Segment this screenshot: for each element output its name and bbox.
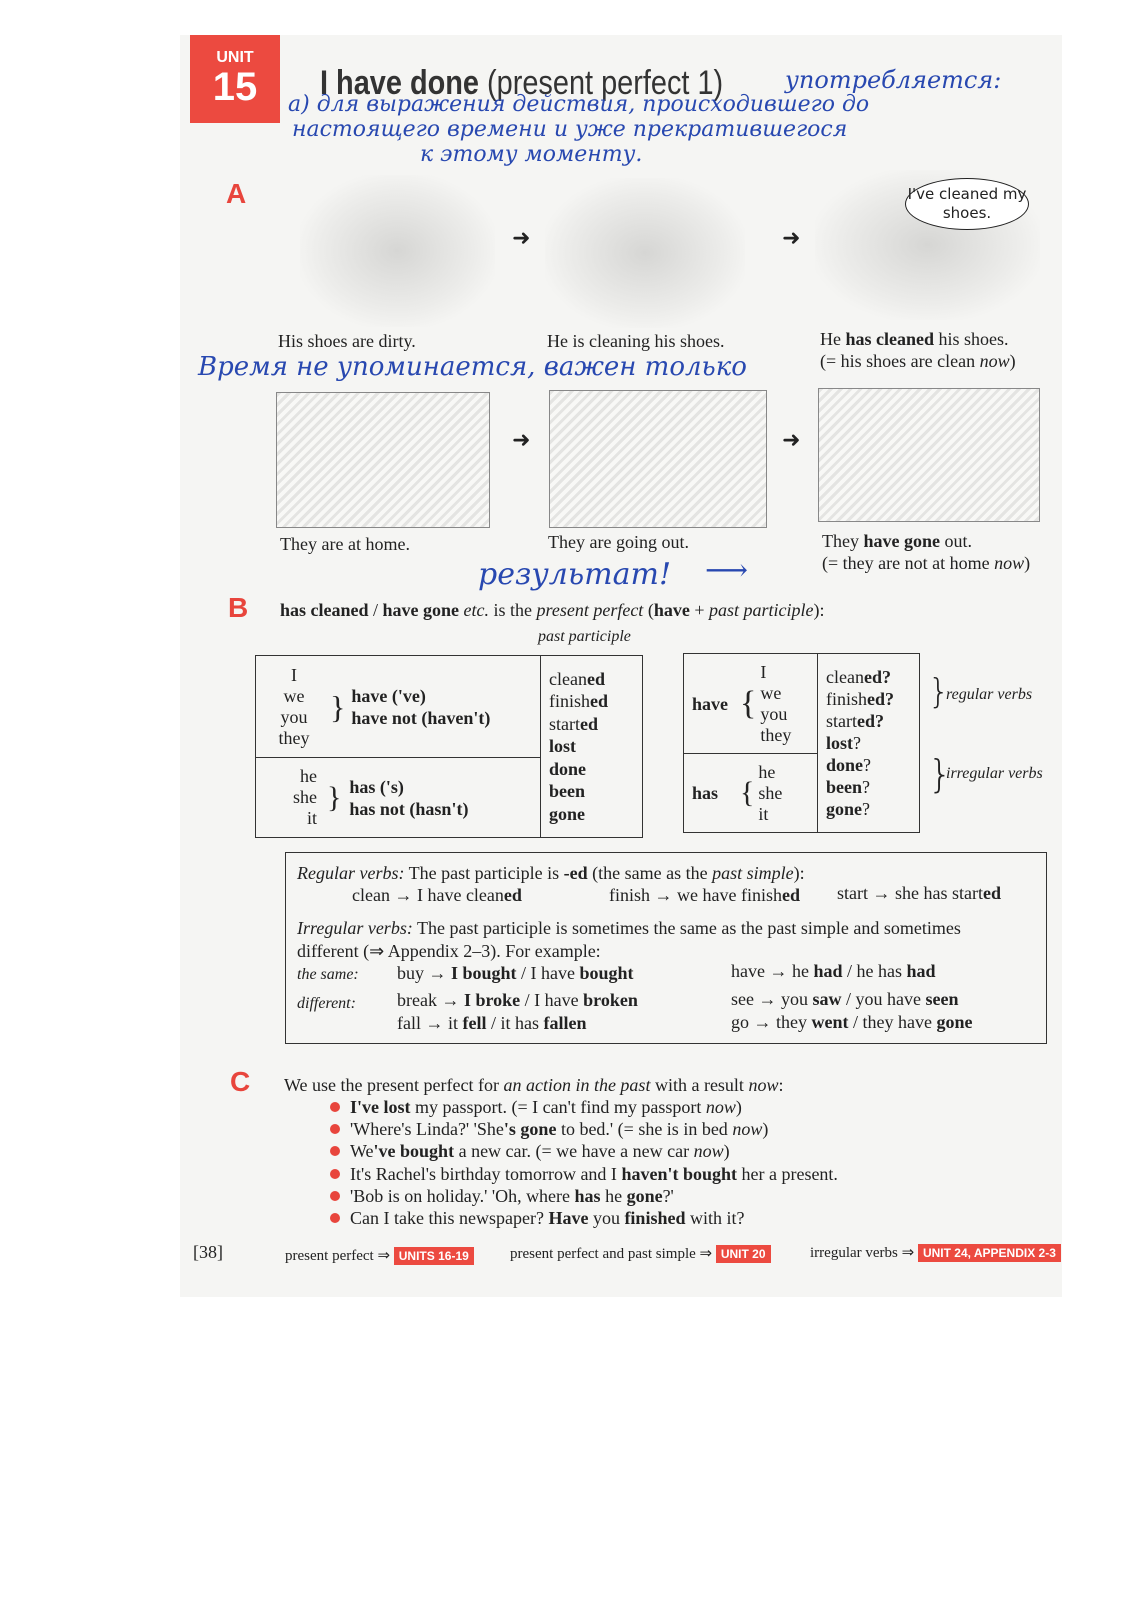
title-bold: I have done	[320, 64, 480, 102]
example-item: 'Where's Linda?' 'She's gone to bed.' (= she is in bed now)	[330, 1119, 768, 1140]
participle-column	[541, 656, 643, 838]
example: see → you saw / you have seen	[731, 989, 959, 1009]
handwritten-note: результат!	[478, 557, 671, 592]
question-table	[683, 653, 920, 833]
regular-verbs-rule: Regular verbs: The past participle is -ed (the same as the past simple):	[297, 863, 805, 883]
different-label: different:	[297, 995, 356, 1012]
example-item: It's Rachel's birthday tomorrow and I haven't bought her a present.	[330, 1164, 838, 1185]
arrow-icon: ➜	[782, 428, 801, 453]
pronoun: it	[758, 803, 769, 824]
example: go → they went / they have gone	[731, 1012, 973, 1032]
example: finish → we have finished	[609, 885, 800, 905]
caption: He is cleaning his shoes.	[547, 331, 725, 351]
section-c-intro: We use the present perfect for an action in the past with a result now:	[284, 1075, 784, 1095]
unit-number: 15	[212, 65, 258, 109]
example: break → I broke / I have broken	[397, 990, 638, 1010]
example: start → she has started	[837, 883, 1001, 903]
page-number: [38]	[193, 1242, 223, 1262]
bullet-icon	[330, 1146, 340, 1156]
pronoun: I	[760, 661, 767, 682]
have-question-cell: have { I we you they	[684, 654, 818, 754]
illustration-cleaning-shoes	[545, 178, 745, 328]
illustration-going-out	[549, 390, 767, 528]
participle-question-column	[818, 654, 920, 833]
arrow-icon: ➜	[782, 226, 801, 251]
pronoun: we	[760, 682, 782, 703]
title-rest: (present perfect 1)	[479, 64, 724, 102]
arrow-icon: ➜	[512, 226, 531, 251]
handwritten-arrow-icon: ⟶	[705, 553, 749, 588]
pronoun: you	[280, 706, 308, 727]
caption: His shoes are dirty.	[278, 331, 416, 351]
participle: started	[549, 713, 598, 734]
participle: gone	[549, 803, 585, 824]
bullet-icon	[330, 1191, 340, 1201]
footer-ref: present perfect and past simple ⇒ UNIT 20	[510, 1244, 771, 1263]
brace-icon: }	[928, 752, 953, 796]
participle: started?	[826, 711, 884, 731]
unit-ref-link[interactable]: UNIT 24, APPENDIX 2-3	[918, 1244, 1061, 1262]
caption: (= they are not at home now)	[822, 553, 1031, 573]
participle: done?	[826, 755, 872, 775]
caption: They have gone out.	[822, 531, 972, 551]
handwritten-note: Время не упоминается, важен только	[198, 352, 747, 382]
participle: been?	[826, 777, 870, 797]
participle: finished?	[826, 689, 895, 709]
pronoun: you	[760, 703, 788, 724]
section-label-c: C	[230, 1066, 251, 1097]
participle: done	[549, 758, 587, 779]
pronoun: he	[758, 761, 776, 782]
has-cell: he she it } has ('s) has not (hasn't)	[256, 758, 541, 838]
caption: (= his shoes are clean now)	[820, 351, 1016, 371]
brace-icon: }	[928, 672, 950, 712]
pronoun: I	[291, 664, 297, 685]
bullet-icon	[330, 1213, 340, 1223]
example-item: We've bought a new car. (= we have a new car now)	[330, 1141, 730, 1162]
example: fall → it fell / it has fallen	[397, 1013, 587, 1033]
irregular-verbs-label: irregular verbs	[946, 765, 1043, 782]
illustration-empty-room	[818, 388, 1040, 522]
pronoun: he	[300, 766, 317, 786]
verbs-info-box	[285, 852, 1047, 1044]
pronoun: she	[758, 782, 783, 803]
participle: lost?	[826, 733, 861, 753]
pronoun: we	[283, 685, 305, 706]
bullet-icon	[330, 1124, 340, 1134]
participle: cleaned?	[826, 667, 891, 687]
handwritten-note: а) для выражения действия, происходившего до	[288, 92, 870, 117]
pronoun: they	[278, 727, 310, 748]
example: have → he had / he has had	[731, 961, 936, 981]
have-cell: I we you they } have ('ve) have not (haven't)	[256, 656, 541, 758]
example: clean → I have cleaned	[352, 885, 522, 905]
bullet-icon	[330, 1169, 340, 1179]
handwritten-note: настоящего времени и уже прекратившегося	[292, 117, 848, 142]
caption: He has cleaned his shoes.	[820, 329, 1009, 349]
has-question-cell: has { he she it	[684, 754, 818, 833]
pronoun: they	[760, 724, 792, 745]
handwritten-note: употребляется:	[785, 66, 1002, 94]
unit-ref-link[interactable]: UNITS 16-19	[394, 1247, 474, 1265]
bullet-icon	[330, 1102, 340, 1112]
unit-ref-link[interactable]: UNIT 20	[716, 1245, 771, 1263]
irregular-verbs-rule-2: different (⇒ Appendix 2–3). For example:	[297, 941, 601, 961]
participle: been	[549, 781, 585, 802]
footer-ref: irregular verbs ⇒ UNIT 24, APPENDIX 2-3	[810, 1243, 1061, 1262]
section-label-b: B	[228, 592, 249, 623]
participle: cleaned	[549, 668, 605, 689]
same-label: the same:	[297, 966, 359, 983]
footer-ref: present perfect ⇒ UNITS 16-19	[285, 1246, 474, 1265]
regular-verbs-label: regular verbs	[946, 686, 1033, 703]
section-b-intro: has cleaned / have gone etc. is the present perfect (have + past participle):	[280, 600, 825, 620]
example: buy → I bought / I have bought	[397, 963, 634, 983]
illustration-at-home	[276, 392, 490, 528]
caption: They are going out.	[548, 532, 689, 552]
arrow-icon: ➜	[512, 428, 531, 453]
past-participle-label: past participle	[538, 628, 631, 645]
unit-badge	[190, 35, 280, 123]
pronoun: it	[306, 808, 317, 828]
participle: finished	[549, 691, 609, 712]
pronoun: she	[293, 787, 317, 807]
example-item: Can I take this newspaper? Have you finished with it?	[330, 1208, 744, 1229]
speech-bubble: I've cleaned my shoes.	[905, 178, 1029, 230]
example-item: 'Bob is on holiday.' 'Oh, where has he gone?'	[330, 1186, 674, 1207]
section-label-a: A	[226, 178, 247, 209]
irregular-verbs-rule: Irregular verbs: The past participle is sometimes the same as the past simple and sometimes	[297, 918, 961, 938]
unit-label: UNIT	[216, 49, 254, 66]
illustration-dirty-shoes	[300, 175, 495, 327]
participle: gone?	[826, 799, 870, 819]
caption: They are at home.	[280, 534, 410, 554]
handwritten-note: к этому моменту.	[420, 142, 643, 167]
affirmative-table	[255, 655, 643, 838]
participle: lost	[549, 736, 576, 757]
example-item: I've lost my passport. (= I can't find my passport now)	[330, 1097, 742, 1118]
